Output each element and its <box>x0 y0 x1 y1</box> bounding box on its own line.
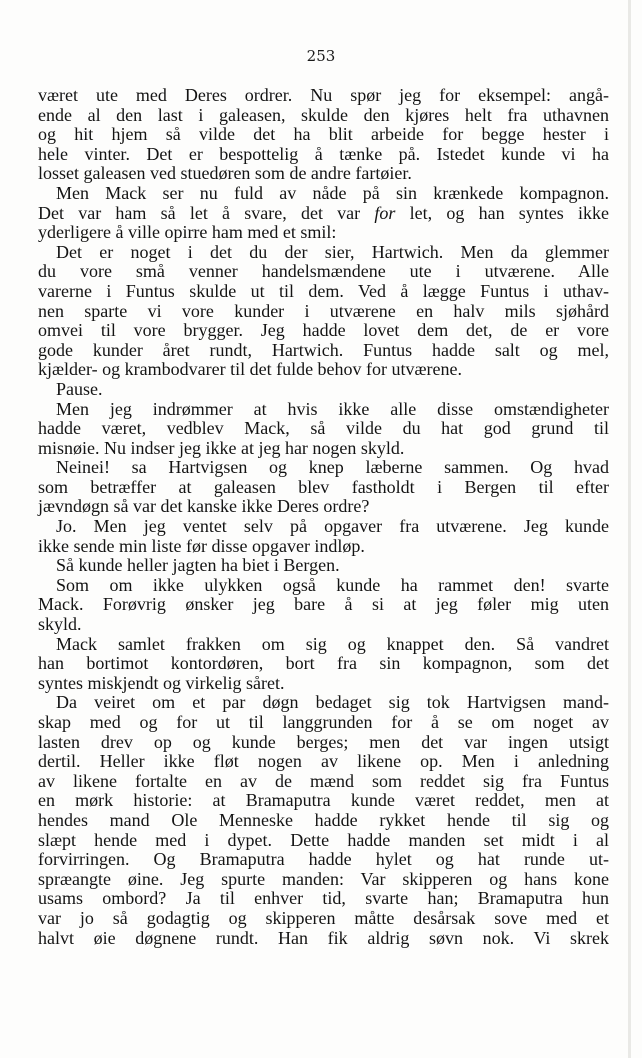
text-line: lasten drev op og kunde berges; men det var ingen utsigt <box>38 731 609 752</box>
text-line: forvirringen. Og Bramaputra hadde hylet og hat runde ut- <box>38 849 609 870</box>
page-number: 253 <box>306 47 336 65</box>
text-line: hadde været, vedblev Mack, så vilde du hat god grund til <box>38 418 609 439</box>
text-line: hele vinter. Det er bespottelig å tænke på. Istedet kunde vi ha <box>38 143 609 164</box>
page-edge <box>628 0 631 1058</box>
text-line: gode kunder året rundt, Hartwich. Funtus hadde salt og mel, <box>38 339 609 360</box>
text-line: Det er noget i det du der sier, Hartwich. Men da glemmer <box>56 241 609 262</box>
text-line: Da veiret om et par døgn bedaget sig tok Hartvigsen mand- <box>56 692 609 713</box>
text-line: og hit hjem så vilde det ha blit arbeide for begge hester i <box>38 124 609 145</box>
text-line: hendes mand Ole Menneske hadde rykket hende til sig og <box>38 809 609 830</box>
text-fragment: let, og han syntes ikke <box>409 202 610 223</box>
text-line: slæpt hende med i dypet. Dette hadde manden set midt i al <box>38 829 609 850</box>
text-line: ende al den last i galeasen, skulde den kjøres helt fra uthavnen <box>38 104 609 125</box>
text-line: han bortimot kontordøren, bort fra sin kompagnon, som det <box>38 653 609 674</box>
text-line: nen sparte vi vore kunder i utværene en halv mils sjøhård <box>38 300 609 321</box>
text-line: yderligere å ville opirre ham med et smil: <box>38 222 337 243</box>
text-line: misnøie. Nu indser jeg ikke at jeg har nogen skyld. <box>38 437 405 458</box>
text-line: dertil. Heller ikke fløt nogen av likene op. Men i anledning <box>38 751 609 772</box>
text-line: en mørk historie: at Bramaputra kunde været reddet, men at <box>38 790 609 811</box>
text-line: skyld. <box>38 614 82 635</box>
text-line: Så kunde heller jagten ha biet i Bergen. <box>56 555 340 576</box>
text-line: skap med og for ut til langgrunden for å se om noget av <box>38 712 609 732</box>
text-line: jævndøgn så var det kanske ikke Deres ordre? <box>38 496 370 517</box>
text-line: spræangte øine. Jeg spurte manden: Var skipperen og hans kone <box>38 868 609 889</box>
text-line: Men jeg indrømmer at hvis ikke alle disse omstændigheter <box>56 398 609 419</box>
text-line: Jo. Men jeg ventet selv på opgaver fra utværene. Jeg kunde <box>56 516 609 537</box>
text-line: ikke sende min liste før disse opgaver indløp. <box>38 535 365 556</box>
text-line: usams ombord? Ja til enhver tid, svarte han; Bramaputra hun <box>38 888 609 909</box>
body-text <box>38 86 609 948</box>
text-fragment: Det var ham så let å svare, det var <box>38 202 361 223</box>
text-line: varerne i Funtus skulde ut til dem. Ved å lægge Funtus i uthav- <box>38 280 609 301</box>
text-line: Mack. Forøvrig ønsker jeg bare å si at jeg føler mig uten <box>38 594 609 615</box>
text-line: omvei til vore brygger. Jeg hadde lovet dem det, de er vore <box>38 320 609 341</box>
text-line: Mack samlet frakken om sig og knappet den. Så vandret <box>56 633 609 654</box>
text-line: losset galeasen ved stuedøren som de andre fartøier. <box>38 163 412 184</box>
text-line: syntes miskjendt og virkelig såret. <box>38 672 285 693</box>
text-line: halvt øie døgnene rundt. Han fik aldrig søvn nok. Vi skrek <box>38 927 609 948</box>
text-line: Som om ikke ulykken også kunde ha rammet den! svarte <box>56 574 609 595</box>
text-line: av likene fortalte en av de mænd som reddet sig fra Funtus <box>38 770 609 791</box>
emphasis-word: for <box>374 202 396 223</box>
text-line: du vore små venner handelsmændene ute i utværene. Alle <box>38 261 609 282</box>
text-line: været ute med Deres ordrer. Nu spør jeg for eksempel: angå- <box>38 85 609 105</box>
text-line <box>38 204 609 224</box>
text-line: som betræffer at galeasen blev fastholdt i Bergen til efter <box>38 476 609 497</box>
text-line: var jo så godagtig og skipperen måtte desårsak sove med et <box>38 907 609 928</box>
text-line: Pause. <box>56 378 103 399</box>
text-line: Neinei! sa Hartvigsen og knep læberne sammen. Og hvad <box>56 457 609 478</box>
text-line: Men Mack ser nu fuld av nåde på sin krænkede kompagnon. <box>56 182 609 203</box>
text-line: kjælder- og krambodvarer til det fulde behov for utværene. <box>38 359 463 380</box>
